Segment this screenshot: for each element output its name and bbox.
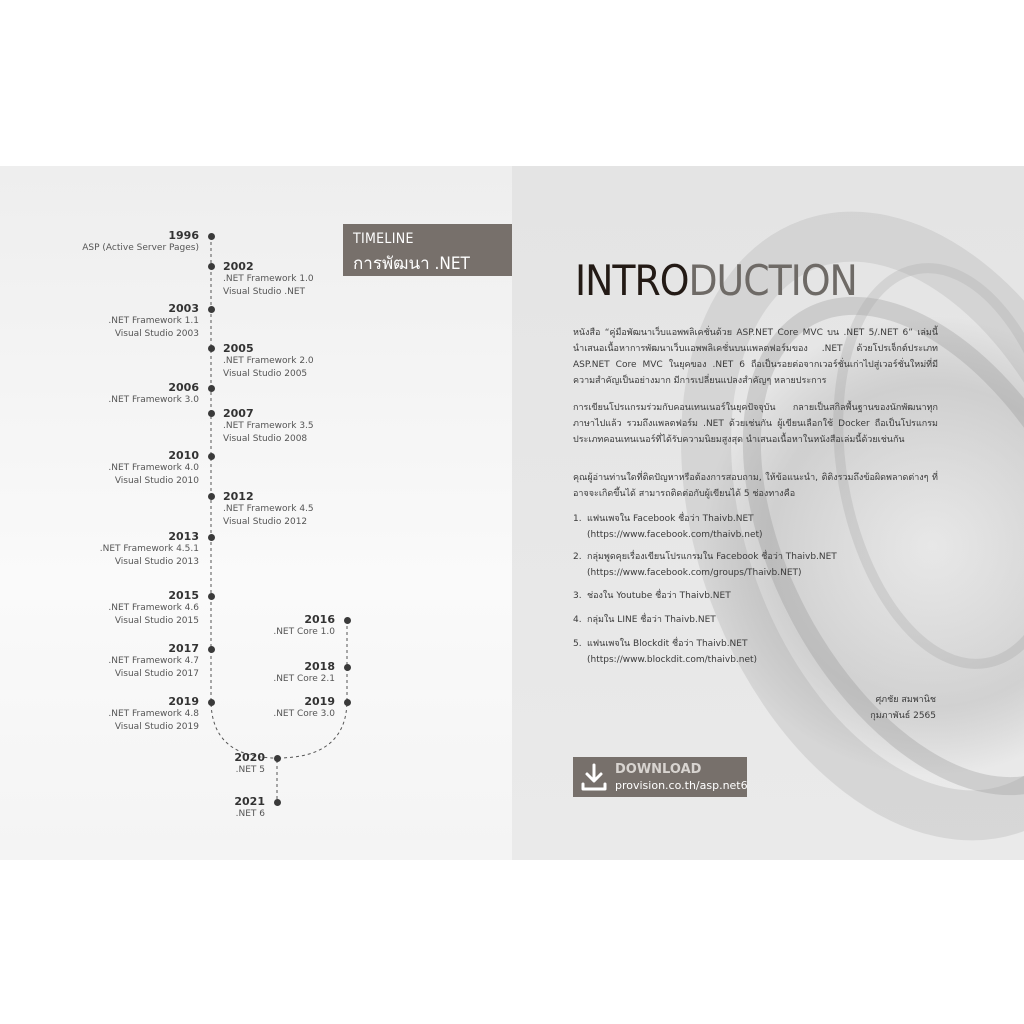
- timeline-detail-line: .NET Core 2.1: [273, 674, 335, 684]
- intro-title-dark: INTRO: [575, 256, 689, 305]
- timeline-detail-line: Visual Studio 2012: [223, 517, 308, 527]
- timeline-detail-line: Visual Studio 2005: [223, 369, 308, 379]
- author-signature: [870, 692, 936, 724]
- timeline-detail: [100, 543, 199, 569]
- timeline-detail-line: .NET Framework 1.1: [108, 316, 199, 326]
- download-url[interactable]: provision.co.th/asp.net6: [615, 779, 748, 792]
- timeline-detail-line: Visual Studio 2013: [114, 557, 199, 567]
- timeline-detail: [236, 764, 265, 777]
- timeline-detail-line: .NET Framework 3.5: [223, 421, 314, 431]
- timeline-dot: [344, 617, 351, 624]
- timeline-label-line2: การพัฒนา .NET: [353, 254, 470, 274]
- contact-text: แฟนเพจใน Facebook ชื่อว่า Thaivb.NET: [587, 514, 754, 524]
- timeline-detail-line: .NET Framework 4.0: [108, 463, 199, 473]
- timeline-dot: [208, 493, 215, 500]
- timeline-detail-line: .NET Framework 1.0: [223, 274, 314, 284]
- timeline-year: 2010: [168, 449, 199, 462]
- contact-num: 4.: [573, 615, 582, 625]
- timeline-detail-line: Visual Studio 2008: [223, 434, 308, 444]
- timeline-dot: [208, 345, 215, 352]
- timeline-detail: [223, 273, 314, 299]
- contact-num: 2.: [573, 552, 582, 562]
- timeline-detail: [236, 808, 265, 821]
- timeline-dot: [208, 410, 215, 417]
- timeline-detail-line: Visual Studio 2015: [114, 616, 199, 626]
- timeline-detail: [108, 462, 199, 488]
- timeline-detail: [108, 394, 199, 407]
- timeline-year: 2019: [168, 695, 199, 708]
- timeline-dot: [208, 263, 215, 270]
- contact-num: 3.: [573, 591, 582, 601]
- timeline-dot: [208, 306, 215, 313]
- contact-url[interactable]: (https://www.facebook.com/thaivb.net): [587, 530, 763, 540]
- contact-item-1: [573, 511, 938, 543]
- timeline-detail-line: ASP (Active Server Pages): [82, 243, 199, 253]
- timeline-detail-line: .NET Framework 4.5.1: [99, 544, 199, 554]
- timeline-year: 2016: [304, 613, 335, 626]
- timeline-year: 2006: [168, 381, 199, 394]
- timeline-dot: [344, 699, 351, 706]
- timeline-detail: [223, 420, 314, 446]
- timeline-year: 2017: [168, 642, 199, 655]
- timeline-dot: [208, 699, 215, 706]
- contact-item-2: [573, 549, 938, 581]
- contact-url[interactable]: (https://www.facebook.com/groups/Thaivb.NET): [587, 568, 802, 578]
- contact-item-5: [573, 636, 938, 668]
- timeline-detail: [108, 315, 199, 341]
- timeline-detail-line: .NET Core 3.0: [273, 709, 335, 719]
- intro-title: [575, 256, 857, 305]
- intro-paragraph-1: หนังสือ “คู่มือพัฒนาเว็บแอพพลิเคชั่นด้วย ASP.NET Core MVC บน .NET 5/.NET 6” เล่มนี้ นำเสนอเนื้อหาการพัฒนาเว็บแอพพลิเคชั่นบนแพลตฟอร์มของ .NET ด้วยโปรเจ็กต์ประเภท ASP.NET Core MVC ในยุคของ .NET 6 ถือเป็นรอยต่อจากเวอร์ชั่นเก่าไปสู่เวอร์ชั่นใหม่ที่มีความสำคัญเป็นอย่างมาก มีการเปลี่ยนแปลงสำคัญๆ หลายประการ: [573, 328, 938, 386]
- timeline-year: 2021: [234, 795, 265, 808]
- intro-title-light: DUCTION: [688, 256, 857, 305]
- timeline-dot: [208, 534, 215, 541]
- timeline-detail: [108, 655, 199, 681]
- timeline-year: 2013: [168, 530, 199, 543]
- contact-num: 1.: [573, 514, 582, 524]
- author-date: กุมภาพันธ์ 2565: [870, 711, 936, 721]
- author-name: ศุภชัย สมพานิช: [875, 695, 936, 705]
- timeline-detail-line: .NET Framework 2.0: [223, 356, 314, 366]
- timeline-label-line1: TIMELINE: [353, 231, 414, 247]
- timeline-dot: [344, 664, 351, 671]
- timeline-detail-line: Visual Studio 2003: [114, 329, 199, 339]
- timeline-detail-line: .NET 5: [235, 765, 265, 775]
- timeline-year: 1996: [168, 229, 199, 242]
- timeline-year: 2012: [223, 490, 254, 503]
- contact-item-4: [573, 612, 938, 628]
- timeline-detail-line: .NET Core 1.0: [273, 627, 335, 637]
- timeline-year: 2002: [223, 260, 254, 273]
- contact-text: กลุ่มใน LINE ชื่อว่า Thaivb.NET: [587, 615, 716, 625]
- download-icon: [579, 762, 609, 792]
- timeline-detail-line: .NET 6: [235, 809, 265, 819]
- timeline-year: 2020: [234, 751, 265, 764]
- timeline-detail-line: .NET Framework 4.5: [223, 504, 314, 514]
- timeline-year: 2019: [304, 695, 335, 708]
- timeline-detail: [273, 708, 335, 721]
- timeline-year: 2007: [223, 407, 254, 420]
- timeline-detail: [223, 503, 314, 529]
- timeline-detail-line: .NET Framework 4.6: [108, 603, 199, 613]
- timeline-detail-line: .NET Framework 4.7: [108, 656, 199, 666]
- timeline-dot: [208, 385, 215, 392]
- contact-url[interactable]: (https://www.blockdit.com/thaivb.net): [587, 655, 758, 665]
- timeline-detail: [108, 602, 199, 628]
- timeline-detail-line: .NET Framework 3.0: [108, 395, 199, 405]
- download-box[interactable]: [573, 757, 747, 797]
- timeline-detail: [108, 708, 199, 734]
- timeline-dot: [208, 593, 215, 600]
- timeline-detail-line: Visual Studio 2017: [114, 669, 199, 679]
- contact-text: กลุ่มพูดคุยเรื่องเขียนโปรแกรมใน Facebook ชื่อว่า Thaivb.NET: [587, 552, 837, 562]
- timeline-detail-line: Visual Studio 2019: [114, 722, 199, 732]
- timeline-detail: [223, 355, 314, 381]
- download-label: DOWNLOAD: [615, 762, 702, 777]
- timeline-detail-line: Visual Studio 2010: [114, 476, 199, 486]
- timeline-dot: [208, 453, 215, 460]
- contact-text: แฟนเพจใน Blockdit ชื่อว่า Thaivb.NET: [587, 639, 748, 649]
- timeline-dot: [208, 233, 215, 240]
- timeline-year: 2015: [168, 589, 199, 602]
- timeline-detail-line: .NET Framework 4.8: [108, 709, 199, 719]
- timeline-year: 2005: [223, 342, 254, 355]
- contact-text: ช่องใน Youtube ชื่อว่า Thaivb.NET: [587, 591, 731, 601]
- contact-item-3: [573, 588, 938, 604]
- timeline-dot: [208, 646, 215, 653]
- timeline-detail-line: Visual Studio .NET: [223, 287, 306, 297]
- contact-num: 5.: [573, 639, 582, 649]
- timeline-year: 2018: [304, 660, 335, 673]
- timeline-detail: [273, 626, 335, 639]
- intro-paragraph-3: คุณผู้อ่านท่านใดที่ติดปัญหาหรือต้องการสอบถาม, ให้ข้อแนะนำ, ติติงรวมถึงข้อผิดพลาดต่างๆ ที่อาจจะเกิดขึ้นได้ สามารถติดต่อกับผู้เขียนได้ 5 ช่องทางคือ: [573, 473, 938, 499]
- timeline-detail: [82, 242, 199, 255]
- timeline-dot: [274, 755, 281, 762]
- timeline-year: 2003: [168, 302, 199, 315]
- timeline-detail: [273, 673, 335, 686]
- intro-paragraph-2: การเขียนโปรแกรมร่วมกับคอนเทนเนอร์ในยุคปัจจุบัน กลายเป็นสกิลพื้นฐานของนักพัฒนาทุกภาษาไปแล้ว รวมถึงแพลตฟอร์ม .NET ด้วยเช่นกัน ผู้เขียนเลือกใช้ Docker ถือเป็นโปรแกรมประเภทคอนเทนเนอร์ที่ได้รับความนิยมสูงสุด นำเสนอเนื้อหาในหนังสือเล่มนี้ด้วยเช่นกัน: [573, 403, 938, 445]
- timeline-dot: [274, 799, 281, 806]
